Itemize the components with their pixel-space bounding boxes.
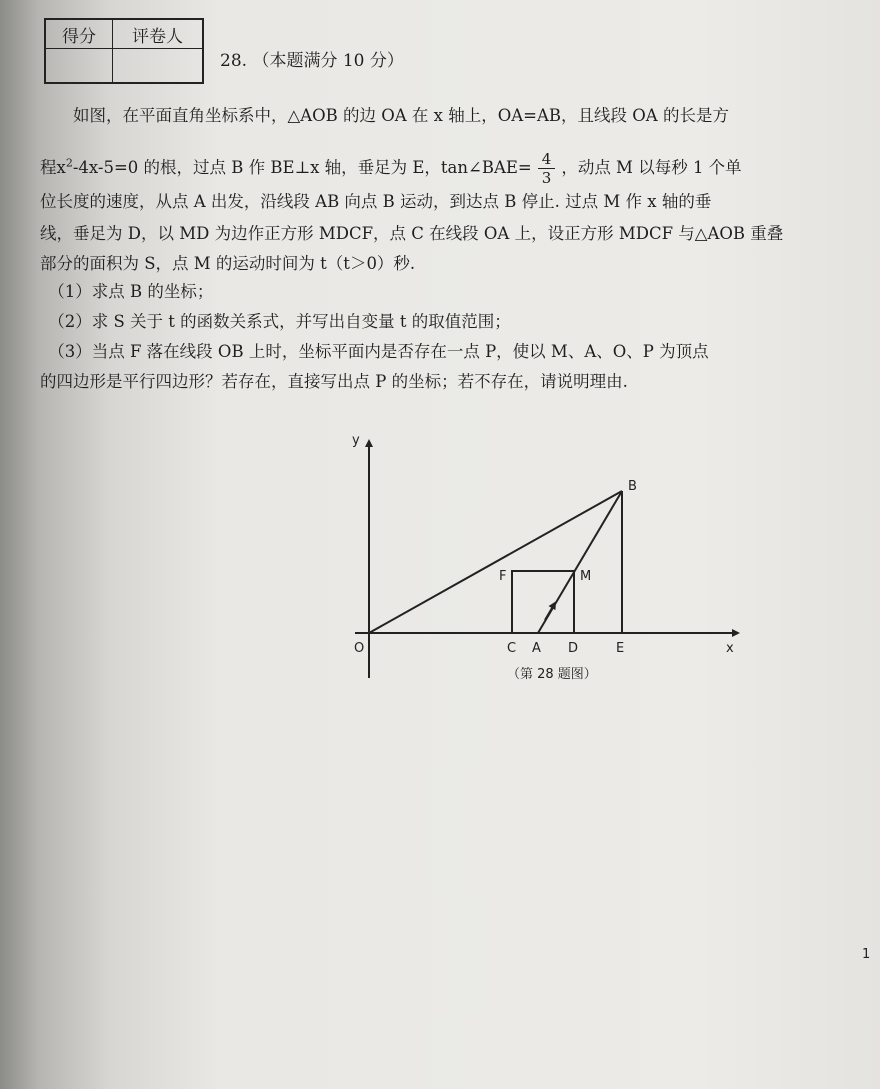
problem-line-3: 位长度的速度，从点 A 出发，沿线段 AB 向点 B 运动，到达点 B 停止. 过点 M 作 x 轴的垂 <box>40 192 712 211</box>
figure-caption: （第 28 题图） <box>507 667 597 682</box>
eq-exponent: 2 <box>65 156 73 170</box>
page-mark: 1 <box>862 947 871 962</box>
fraction-numerator: 4 <box>538 150 556 169</box>
problem-line-1: 如图，在平面直角坐标系中，△AOB 的边 OA 在 x 轴上，OA=AB，且线段 OA 的长是方 <box>40 106 729 125</box>
grader-label: 评卷人 <box>113 19 204 49</box>
label-C: C <box>507 641 517 656</box>
label-y: y <box>352 433 360 448</box>
problem-line-4: 线，垂足为 D，以 MD 为边作正方形 MDCF，点 C 在线段 OA 上，设正方形 MDCF 与△AOB 重叠 <box>40 224 784 243</box>
label-M: M <box>580 569 592 584</box>
motion-arrow <box>545 603 555 620</box>
subquestion-3-line-2: 的四边形是平行四边形？若存在，直接写出点 P 的坐标；若不存在，请说明理由. <box>40 372 628 391</box>
label-E: E <box>616 641 625 656</box>
eq-part-c: ，动点 M 以每秒 1 个单 <box>561 158 742 177</box>
label-D: D <box>568 641 579 656</box>
label-A: A <box>532 641 541 656</box>
label-O: O <box>354 641 365 656</box>
question-number: 28. <box>220 51 248 71</box>
score-label: 得分 <box>45 19 113 49</box>
subquestion-2: （2）求 S 关于 t 的函数关系式，并写出自变量 t 的取值范围； <box>40 312 511 331</box>
eq-part-a: 程x <box>40 158 66 177</box>
subquestion-3-line-1: （3）当点 F 落在线段 OB 上时，坐标平面内是否存在一点 P，使以 M、A、O、P 为顶点 <box>40 342 709 361</box>
label-B: B <box>628 479 637 494</box>
subquestion-1: （1）求点 B 的坐标； <box>40 282 214 301</box>
label-x: x <box>726 641 734 656</box>
question-points: （本题满分 10 分） <box>252 51 404 71</box>
label-F: F <box>499 569 507 584</box>
eq-part-b: -4x-5=0 的根，过点 B 作 BE⊥x 轴，垂足为 E，tan∠BAE= <box>72 158 532 177</box>
fraction-denominator: 3 <box>541 169 552 187</box>
problem-line-5: 部分的面积为 S，点 M 的运动时间为 t（t＞0）秒. <box>40 254 416 273</box>
segment-OB <box>369 491 622 633</box>
